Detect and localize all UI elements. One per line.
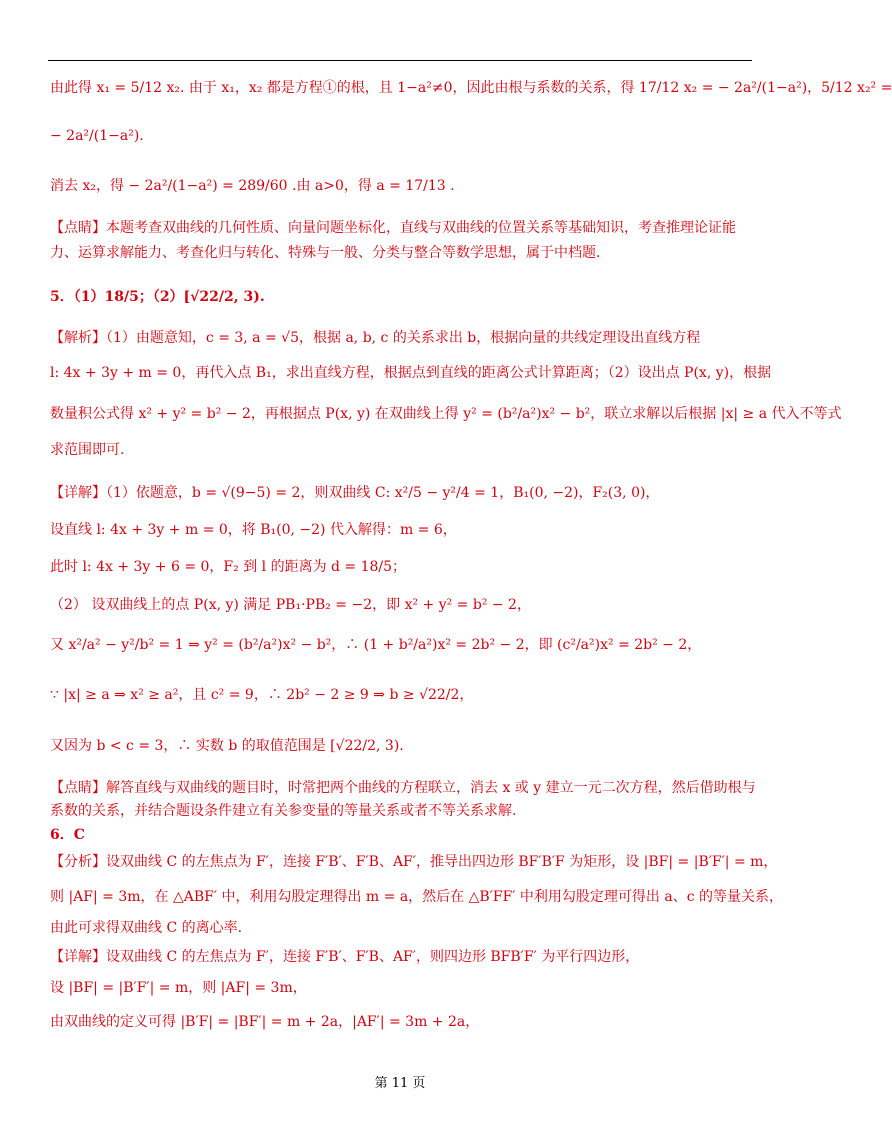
page-number: 第 11 页 bbox=[374, 1076, 426, 1091]
detail-line: 由双曲线的定义可得 |B′F| = |BF′| = m + 2a，|AF′| = 3m + 2a， bbox=[50, 1014, 480, 1030]
comment-line: 力、运算求解能力、考查化归与转化、特殊与一般、分类与整合等数学思想，属于中档题. bbox=[50, 245, 601, 261]
analysis-line: 数量积公式得 x² + y² = b² − 2，再根据点 P(x, y) 在双曲线上得 y² = (b²/a²)x² − b²，联立求解以后根据 |x| ≥ a 代入不等式 bbox=[50, 406, 842, 422]
answer-line: 6．C bbox=[50, 827, 85, 843]
analysis-line: 【解析】（1）由题意知，c = 3, a = √5，根据 a, b, c 的关系求出 b，根据向量的共线定理设出直线方程 bbox=[50, 330, 701, 346]
analysis-line: 【分析】设双曲线 C 的左焦点为 F′，连接 F′B′、F′B、AF′，推导出四边形 BF′B′F 为矩形，设 |BF| = |B′F′| = m， bbox=[50, 854, 778, 870]
analysis-line: 求范围即可. bbox=[50, 442, 125, 458]
detail-line: 又因为 b < c = 3，∴ 实数 b 的取值范围是 [√22/2, 3). bbox=[50, 738, 404, 754]
detail-line: （2） 设双曲线上的点 P(x, y) 满足 PB₁·PB₂ = −2，即 x² + y² = b² − 2， bbox=[50, 597, 531, 613]
answer-line: 5．（1）18/5；（2）[√22/2, 3). bbox=[50, 289, 265, 305]
analysis-line: 则 |AF| = 3m，在 △ABF′ 中，利用勾股定理得出 m = a，然后在 △B′FF′ 中利用勾股定理可得出 a、c 的等量关系， bbox=[50, 889, 784, 905]
analysis-line: 由此可求得双曲线 C 的离心率. bbox=[50, 920, 243, 936]
detail-line: 【详解】设双曲线 C 的左焦点为 F′，连接 F′B′、F′B、AF′，则四边形 BFB′F′ 为平行四边形， bbox=[50, 949, 640, 965]
detail-line: ∵ |x| ≥ a ⇒ x² ≥ a²，且 c² = 9，∴ 2b² − 2 ≥ 9 ⇒ b ≥ √22/2， bbox=[50, 687, 474, 703]
comment-line: 【点睛】解答直线与双曲线的题目时，时常把两个曲线的方程联立，消去 x 或 y 建立一元二次方程，然后借助根与 bbox=[50, 780, 756, 796]
detail-line: 【详解】（1）依题意，b = √(9−5) = 2，则双曲线 C: x²/5 − y²/4 = 1，B₁(0, −2)，F₂(3, 0)， bbox=[50, 485, 660, 501]
text-line: 由此得 x₁ = 5/12 x₂. 由于 x₁，x₂ 都是方程①的根，且 1−a²≠0，因此由根与系数的关系，得 17/12 x₂ = − 2a²/(1−a²)，5/12 x₂² = bbox=[50, 80, 892, 96]
detail-line: 此时 l: 4x + 3y + 6 = 0，F₂ 到 l 的距离为 d = 18/5； bbox=[50, 559, 407, 575]
detail-line: 设直线 l: 4x + 3y + m = 0，将 B₁(0, −2) 代入解得：m = 6， bbox=[50, 522, 457, 538]
analysis-line: l: 4x + 3y + m = 0，再代入点 B₁，求出直线方程，根据点到直线的距离公式计算距离；（2）设出点 P(x, y)，根据 bbox=[50, 365, 772, 381]
text-line: − 2a²/(1−a²). bbox=[50, 128, 144, 144]
detail-line: 设 |BF| = |B′F′| = m，则 |AF| = 3m， bbox=[50, 980, 307, 996]
comment-line: 【点睛】本题考查双曲线的几何性质、向量问题坐标化，直线与双曲线的位置关系等基础知识，考查推理论证能 bbox=[50, 220, 736, 236]
header-rule bbox=[48, 60, 752, 61]
comment-line: 系数的关系，并结合题设条件建立有关参变量的等量关系或者不等关系求解. bbox=[50, 803, 517, 819]
text-line: 消去 x₂，得 − 2a²/(1−a²) = 289/60 .由 a>0，得 a = 17/13 . bbox=[50, 178, 455, 194]
detail-line: 又 x²/a² − y²/b² = 1 ⇒ y² = (b²/a²)x² − b²，∴ (1 + b²/a²)x² = 2b² − 2，即 (c²/a²)x² = 2b² − 2， bbox=[50, 637, 702, 653]
